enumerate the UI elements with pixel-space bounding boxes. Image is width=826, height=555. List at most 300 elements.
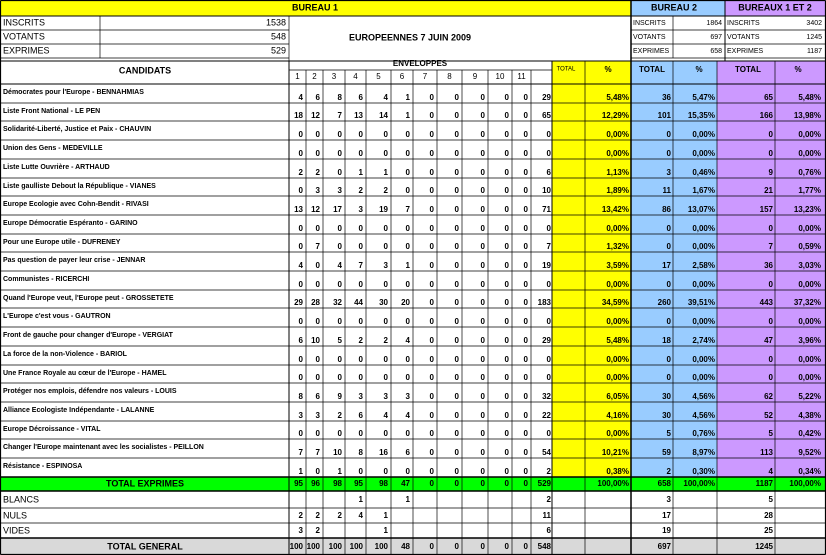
candidate-name: Pour une Europe utile - DUFRENEY	[3, 238, 121, 246]
extra-enveloppe: 1	[358, 495, 363, 505]
bureau2-pct: 4,56%	[692, 392, 715, 402]
enveloppe-count: 0	[383, 429, 388, 439]
enveloppe-count: 0	[315, 280, 320, 290]
bureau12-total: 0	[768, 373, 773, 383]
enveloppe-count: 0	[523, 242, 528, 252]
enveloppe-number: 5	[376, 72, 381, 82]
enveloppe-count: 0	[429, 429, 434, 439]
enveloppe-count: 0	[454, 411, 459, 421]
enveloppe-count: 0	[383, 149, 388, 159]
enveloppe-count: 0	[337, 130, 342, 140]
enveloppe-count: 0	[504, 205, 509, 215]
bureau12-pct: 0,00%	[798, 317, 821, 327]
bureau2-pct: 2,58%	[692, 261, 715, 271]
bureau1-pct: 0,00%	[606, 149, 629, 159]
enveloppe-count: 14	[379, 111, 388, 121]
bureau1-stat-label: VOTANTS	[3, 31, 45, 42]
enveloppe-count: 0	[480, 224, 485, 234]
enveloppe-count: 0	[523, 93, 528, 103]
enveloppe-count: 0	[358, 355, 363, 365]
bureau12-total: 36	[764, 261, 773, 271]
enveloppe-count: 0	[504, 111, 509, 121]
extra-row-label: VIDES	[3, 525, 31, 536]
enveloppe-count: 0	[480, 317, 485, 327]
enveloppe-count: 0	[429, 411, 434, 421]
enveloppe-count: 0	[358, 130, 363, 140]
enveloppe-count: 0	[315, 317, 320, 327]
bureau1-pct: 12,29%	[601, 111, 629, 121]
extra-b12-total: 5	[768, 495, 773, 505]
bureau2-total: 5	[666, 429, 671, 439]
enveloppe-count: 3	[315, 411, 320, 421]
bureau2-pct: 0,00%	[692, 242, 715, 252]
total-general-enveloppe: 0	[429, 542, 434, 552]
enveloppe-count: 3	[298, 411, 303, 421]
enveloppe-count: 0	[405, 317, 410, 327]
total-exprimes-enveloppe: 95	[294, 479, 303, 489]
enveloppe-count: 0	[480, 242, 485, 252]
enveloppe-count: 0	[315, 373, 320, 383]
enveloppe-count: 0	[429, 93, 434, 103]
candidate-name: Pas question de payer leur crise - JENNAR	[3, 256, 146, 264]
bureau2-total: 30	[662, 392, 671, 402]
bureau2-total: 0	[666, 130, 671, 140]
bureau2-pct: 0,00%	[692, 149, 715, 159]
bureau2-total: 2	[666, 467, 671, 477]
enveloppe-count: 0	[504, 261, 509, 271]
bureau12-total: 62	[764, 392, 773, 402]
enveloppe-count: 0	[480, 261, 485, 271]
enveloppe-count: 0	[429, 111, 434, 121]
enveloppe-count: 0	[315, 429, 320, 439]
bureau2-stat-value: 697	[710, 33, 722, 41]
bureau1-pct: 0,00%	[606, 317, 629, 327]
enveloppe-count: 0	[315, 130, 320, 140]
candidate-name: Protéger nos emplois, défendre nos valeurs - LOUIS	[3, 387, 177, 395]
enveloppe-count: 7	[315, 448, 320, 458]
enveloppe-count: 6	[358, 411, 363, 421]
candidate-name: Europe Décroissance - VITAL	[3, 425, 101, 433]
candidate-name: Union des Gens - MEDEVILLE	[3, 144, 103, 152]
enveloppe-count: 0	[405, 168, 410, 178]
total-exprimes-b2-total: 658	[657, 479, 671, 489]
enveloppe-count: 7	[337, 111, 342, 121]
bureau12-pct: 0,00%	[798, 280, 821, 290]
enveloppe-number: 2	[312, 72, 317, 82]
enveloppe-count: 0	[429, 448, 434, 458]
candidate-name: Communistes - RICERCHI	[3, 275, 90, 283]
extra-enveloppe: 1	[383, 526, 388, 536]
extra-enveloppe: 2	[315, 511, 320, 521]
enveloppe-count: 0	[480, 298, 485, 308]
enveloppe-count: 5	[337, 336, 342, 346]
bureau1-total: 0	[546, 224, 551, 234]
enveloppe-count: 0	[454, 467, 459, 477]
bureau1-pct: 1,89%	[606, 186, 629, 196]
enveloppe-count: 0	[480, 93, 485, 103]
enveloppe-count: 0	[429, 336, 434, 346]
enveloppe-count: 0	[405, 373, 410, 383]
enveloppe-count: 0	[405, 429, 410, 439]
enveloppe-count: 0	[454, 448, 459, 458]
total-exprimes-b12-pct: 100,00%	[789, 479, 821, 489]
candidate-name: Démocrates pour l'Europe - BENNAHMIAS	[3, 88, 144, 96]
bureau1-pct: 10,21%	[601, 448, 629, 458]
bureau12-pct: 3,96%	[798, 336, 821, 346]
bureau2-total: 30	[662, 411, 671, 421]
enveloppe-count: 0	[358, 280, 363, 290]
enveloppe-count: 0	[480, 149, 485, 159]
bureau2-pct: 0,30%	[692, 467, 715, 477]
bureau1-total: 19	[542, 261, 551, 271]
bureau2-pct: 15,35%	[687, 111, 715, 121]
bureau12-pct: 0,42%	[798, 429, 821, 439]
enveloppe-count: 6	[298, 336, 303, 346]
enveloppe-count: 0	[504, 429, 509, 439]
candidate-name: Liste Front National - LE PEN	[3, 107, 101, 115]
candidate-name: Résistance - ESPINOSA	[3, 462, 83, 470]
enveloppe-count: 19	[379, 205, 388, 215]
enveloppe-count: 0	[504, 280, 509, 290]
enveloppe-count: 2	[337, 411, 342, 421]
bureau12-total: 157	[759, 205, 773, 215]
enveloppe-count: 0	[298, 373, 303, 383]
candidate-name: Solidarité-Liberté, Justice et Paix - CHAUVIN	[3, 125, 152, 133]
enveloppe-count: 13	[354, 111, 363, 121]
bureau12-pct: 0,00%	[798, 149, 821, 159]
enveloppe-count: 0	[337, 429, 342, 439]
enveloppe-count: 1	[298, 467, 303, 477]
enveloppe-count: 28	[311, 298, 320, 308]
bureau2-stat-value: 1864	[706, 19, 722, 27]
enveloppe-count: 1	[405, 93, 410, 103]
enveloppe-count: 0	[523, 298, 528, 308]
bureau1-stat-label: INSCRITS	[3, 17, 46, 28]
bureau2-total-header: TOTAL	[639, 65, 665, 75]
enveloppe-count: 4	[405, 411, 410, 421]
pct-header: %	[604, 65, 612, 75]
extra-total: 2	[546, 495, 551, 505]
enveloppe-count: 4	[383, 93, 388, 103]
enveloppe-count: 0	[358, 467, 363, 477]
enveloppe-count: 12	[311, 111, 320, 121]
total-general-enveloppe: 100	[374, 542, 388, 552]
extra-enveloppe: 1	[383, 511, 388, 521]
bureau2-pct: 0,00%	[692, 317, 715, 327]
enveloppe-count: 0	[454, 168, 459, 178]
bureau2-pct-header: %	[695, 65, 703, 75]
enveloppe-count: 0	[429, 467, 434, 477]
enveloppe-count: 0	[480, 205, 485, 215]
enveloppe-count: 0	[405, 280, 410, 290]
enveloppe-count: 0	[358, 317, 363, 327]
total-exprimes-label: TOTAL EXPRIMES	[105, 478, 185, 489]
bureau2-total: 86	[662, 205, 671, 215]
bureau2-total: 0	[666, 224, 671, 234]
bureau2-stat-label: EXPRIMES	[633, 47, 670, 55]
enveloppe-count: 1	[337, 467, 342, 477]
bureau12-stat-label: VOTANTS	[727, 33, 760, 41]
enveloppe-count: 0	[358, 242, 363, 252]
enveloppe-count: 4	[383, 411, 388, 421]
bureau12-stat-value: 3402	[806, 19, 822, 27]
total-exprimes-enveloppe: 0	[480, 479, 485, 489]
total-general-enveloppe: 0	[454, 542, 459, 552]
enveloppe-count: 6	[405, 448, 410, 458]
bureau1-total: 0	[546, 355, 551, 365]
enveloppe-count: 0	[298, 149, 303, 159]
enveloppe-count: 0	[315, 224, 320, 234]
bureau1-pct: 0,00%	[606, 429, 629, 439]
bureau12-total: 113	[760, 448, 773, 458]
enveloppe-count: 0	[480, 392, 485, 402]
enveloppe-count: 0	[523, 392, 528, 402]
enveloppe-count: 0	[315, 149, 320, 159]
bureau2-total: 18	[662, 336, 671, 346]
bureau12-total: 0	[768, 149, 773, 159]
bureau1-total: 10	[542, 186, 551, 196]
enveloppe-count: 7	[298, 448, 303, 458]
enveloppe-count: 0	[454, 205, 459, 215]
enveloppe-count: 0	[523, 336, 528, 346]
enveloppe-count: 0	[337, 280, 342, 290]
enveloppe-count: 0	[504, 298, 509, 308]
enveloppe-count: 0	[480, 111, 485, 121]
total-exprimes-enveloppe: 96	[311, 479, 320, 489]
enveloppe-count: 0	[480, 336, 485, 346]
enveloppe-count: 0	[405, 130, 410, 140]
enveloppe-count: 0	[358, 224, 363, 234]
bureau1-pct: 0,00%	[606, 355, 629, 365]
enveloppe-count: 0	[504, 336, 509, 346]
enveloppe-count: 1	[358, 168, 363, 178]
enveloppe-count: 0	[504, 93, 509, 103]
bureau12-pct: 0,00%	[798, 224, 821, 234]
bureau12-total: 443	[759, 298, 773, 308]
extra-b12-total: 25	[764, 526, 773, 536]
bureau1-total: 7	[546, 242, 551, 252]
bureau2-total: 0	[666, 373, 671, 383]
bureau12-total: 7	[768, 242, 773, 252]
enveloppe-count: 0	[383, 467, 388, 477]
enveloppe-count: 0	[429, 168, 434, 178]
enveloppe-count: 44	[354, 298, 363, 308]
extra-enveloppe: 2	[298, 511, 303, 521]
total-exprimes-enveloppe: 95	[354, 479, 363, 489]
enveloppe-count: 3	[358, 205, 363, 215]
extra-total: 11	[542, 511, 551, 521]
enveloppe-count: 0	[480, 373, 485, 383]
enveloppe-count: 0	[454, 186, 459, 196]
enveloppe-count: 0	[337, 317, 342, 327]
enveloppe-count: 6	[358, 93, 363, 103]
bureau12-pct: 9,52%	[798, 448, 821, 458]
enveloppe-count: 0	[383, 224, 388, 234]
enveloppe-count: 0	[298, 317, 303, 327]
bureau2-pct: 0,46%	[692, 168, 715, 178]
enveloppe-count: 2	[315, 168, 320, 178]
bureau1-pct: 0,38%	[606, 467, 629, 477]
enveloppe-count: 0	[480, 186, 485, 196]
enveloppe-count: 0	[480, 429, 485, 439]
enveloppe-count: 8	[358, 448, 363, 458]
enveloppe-count: 0	[523, 429, 528, 439]
enveloppe-count: 0	[383, 317, 388, 327]
enveloppe-count: 1	[405, 261, 410, 271]
enveloppe-count: 2	[358, 186, 363, 196]
total-exprimes-enveloppe: 0	[523, 479, 528, 489]
bureau12-stat-value: 1187	[806, 47, 822, 55]
bureau2-pct: 13,07%	[687, 205, 715, 215]
total-general-enveloppe: 0	[523, 542, 528, 552]
enveloppe-count: 0	[523, 355, 528, 365]
bureau2-total: 59	[662, 448, 671, 458]
enveloppe-count: 0	[454, 429, 459, 439]
enveloppe-count: 0	[337, 224, 342, 234]
enveloppe-count: 0	[383, 280, 388, 290]
enveloppe-count: 0	[454, 317, 459, 327]
enveloppe-count: 2	[383, 336, 388, 346]
enveloppe-count: 18	[294, 111, 303, 121]
enveloppe-count: 3	[383, 392, 388, 402]
bureau12-pct-header: %	[794, 65, 802, 75]
enveloppe-count: 7	[315, 242, 320, 252]
enveloppe-count: 17	[333, 205, 342, 215]
enveloppe-count: 3	[405, 392, 410, 402]
enveloppe-count: 0	[504, 168, 509, 178]
bureau12-total: 5	[768, 429, 773, 439]
enveloppe-count: 0	[504, 317, 509, 327]
bureau1-total: 29	[542, 93, 551, 103]
enveloppe-count: 0	[454, 261, 459, 271]
bureau2-total: 101	[657, 111, 671, 121]
bureau1-total: 0	[546, 280, 551, 290]
bureau2-pct: 0,76%	[692, 429, 715, 439]
enveloppe-count: 0	[523, 111, 528, 121]
enveloppe-count: 0	[383, 130, 388, 140]
enveloppe-count: 20	[401, 298, 410, 308]
enveloppe-count: 0	[298, 242, 303, 252]
page-title: EUROPEENNES 7 JUIN 2009	[348, 32, 472, 43]
bureau1-stat-value: 548	[270, 31, 286, 42]
enveloppe-count: 0	[523, 411, 528, 421]
enveloppe-count: 0	[298, 280, 303, 290]
bureau12-stat-label: INSCRITS	[727, 19, 760, 27]
total-general-enveloppe: 100	[306, 542, 320, 552]
bureau12-total: 4	[768, 467, 773, 477]
enveloppe-count: 0	[429, 186, 434, 196]
enveloppe-count: 0	[523, 149, 528, 159]
enveloppe-count: 0	[504, 130, 509, 140]
enveloppe-count: 2	[358, 336, 363, 346]
bureau1-total: 0	[546, 130, 551, 140]
bureau12-pct: 5,22%	[798, 392, 821, 402]
bureau12-total: 52	[764, 411, 773, 421]
bureau2-pct: 8,97%	[692, 448, 715, 458]
extra-b2-total: 3	[666, 495, 671, 505]
bureau2-total: 0	[666, 355, 671, 365]
total-general-b12-total: 1245	[755, 542, 773, 552]
bureau12-stat-label: EXPRIMES	[727, 47, 764, 55]
enveloppe-count: 0	[337, 242, 342, 252]
enveloppe-count: 32	[333, 298, 342, 308]
bureau1-total: 71	[542, 205, 551, 215]
enveloppe-count: 0	[523, 261, 528, 271]
enveloppe-count: 0	[405, 149, 410, 159]
extra-b2-total: 19	[662, 526, 671, 536]
enveloppe-count: 0	[454, 242, 459, 252]
total-general-enveloppe: 100	[349, 542, 363, 552]
bureau2-pct: 5,47%	[692, 93, 715, 103]
enveloppe-count: 6	[315, 392, 320, 402]
bureau12-pct: 37,32%	[793, 298, 821, 308]
bureau12-total: 47	[764, 336, 773, 346]
bureau2-pct: 0,00%	[692, 373, 715, 383]
enveloppe-count: 0	[504, 186, 509, 196]
enveloppe-count: 0	[405, 224, 410, 234]
bureau2-total: 0	[666, 149, 671, 159]
enveloppe-count: 0	[454, 298, 459, 308]
bureau1-total: 183	[537, 298, 551, 308]
total-general-enveloppe: 100	[289, 542, 303, 552]
bureau12-pct: 0,59%	[798, 242, 821, 252]
bureau1-pct: 0,00%	[606, 373, 629, 383]
bureau1-stat-value: 529	[270, 45, 286, 56]
bureau1-pct: 6,05%	[606, 392, 629, 402]
enveloppe-count: 3	[337, 186, 342, 196]
enveloppe-count: 3	[315, 186, 320, 196]
enveloppe-count: 0	[523, 317, 528, 327]
enveloppe-count: 0	[504, 392, 509, 402]
total-exprimes-pct: 100,00%	[597, 479, 629, 489]
bureau12-pct: 13,98%	[793, 111, 821, 121]
enveloppe-count: 0	[504, 224, 509, 234]
enveloppe-count: 2	[383, 186, 388, 196]
bureau1-pct: 34,59%	[601, 298, 629, 308]
extra-enveloppe: 4	[358, 511, 363, 521]
extra-row-label: BLANCS	[3, 494, 40, 505]
total-general-enveloppe: 100	[328, 542, 342, 552]
total-general-b2-total: 697	[657, 542, 671, 552]
total-general-label: TOTAL GENERAL	[107, 541, 183, 552]
enveloppe-count: 0	[405, 186, 410, 196]
enveloppe-count: 0	[298, 429, 303, 439]
enveloppe-count: 16	[379, 448, 388, 458]
enveloppe-count: 0	[504, 411, 509, 421]
enveloppe-count: 0	[429, 261, 434, 271]
bureau1-pct: 0,00%	[606, 280, 629, 290]
bureau2-pct: 0,00%	[692, 280, 715, 290]
total-header-small: TOTAL	[556, 66, 576, 73]
enveloppe-count: 4	[405, 336, 410, 346]
enveloppe-count: 13	[294, 205, 303, 215]
enveloppe-count: 0	[315, 467, 320, 477]
enveloppe-count: 3	[383, 261, 388, 271]
enveloppe-count: 0	[429, 280, 434, 290]
enveloppe-count: 0	[523, 280, 528, 290]
enveloppe-count: 8	[298, 392, 303, 402]
enveloppe-count: 0	[454, 280, 459, 290]
bureau12-title: BUREAUX 1 ET 2	[738, 2, 812, 13]
enveloppe-count: 8	[337, 93, 342, 103]
enveloppe-count: 0	[429, 205, 434, 215]
enveloppe-count: 0	[454, 111, 459, 121]
enveloppe-count: 0	[429, 373, 434, 383]
enveloppe-count: 0	[454, 355, 459, 365]
enveloppe-count: 1	[405, 111, 410, 121]
total-exprimes-total: 529	[537, 479, 551, 489]
bureau12-stat-value: 1245	[806, 33, 822, 41]
